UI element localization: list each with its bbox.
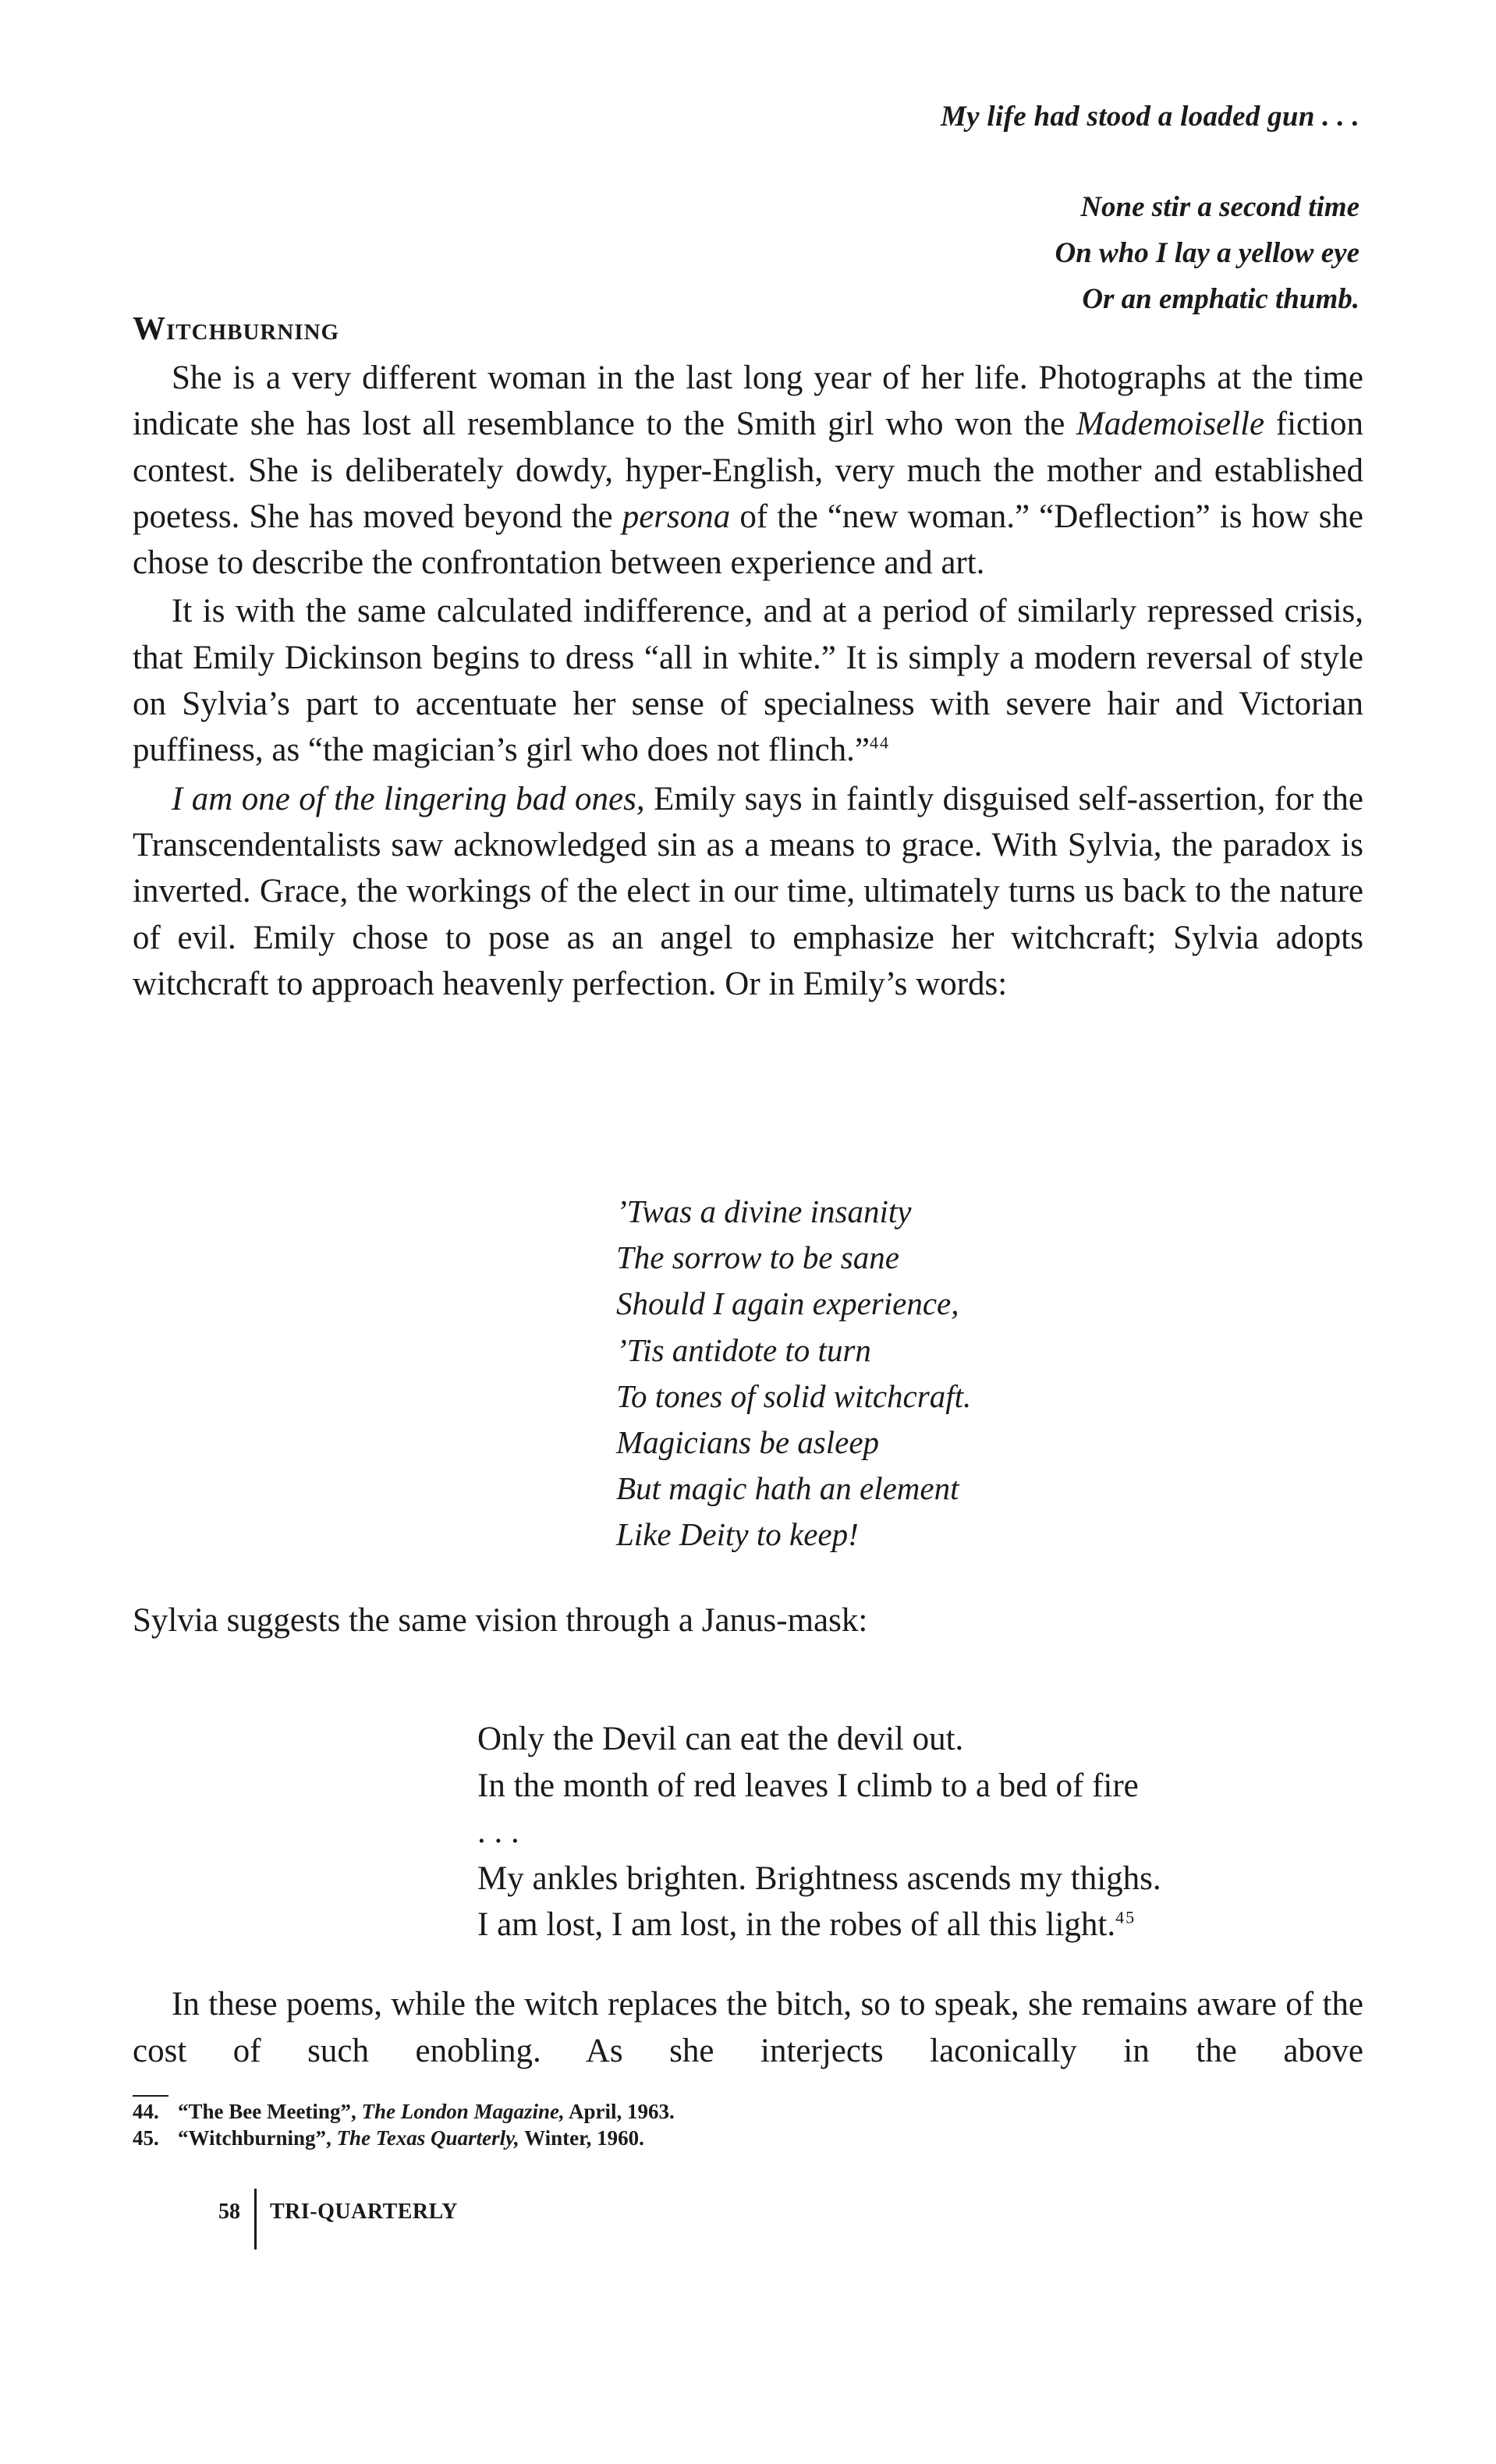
verse-line: Like Deity to keep! bbox=[616, 1516, 859, 1553]
verse-line: ’Twas a divine insanity bbox=[616, 1193, 912, 1229]
paragraph-1 bbox=[133, 355, 1363, 586]
verse-line-last bbox=[477, 1902, 1161, 1948]
verse-line: Only the Devil can eat the devil out. bbox=[477, 1721, 964, 1757]
paragraph-3-text: Emily says in faintly disguised self-assertion, for the Transcendentalists saw acknowledged sin as a means to grace. With Sylvia, the paradox is inverted. Grace, the workings of the elect in our time, ultimately turns us back to the nature of evil. Emily chose to pose as an angel to emphasize her witchcraft; Sylvia adopts witchcraft to approach heavenly perfection. Or in Emily’s words: bbox=[133, 780, 1364, 1002]
verse-line-text: I am lost, I am lost, in the robes of all this light. bbox=[477, 1906, 1116, 1943]
section-title: Witchburning bbox=[133, 311, 340, 347]
verse-line: Should I again experience, bbox=[616, 1285, 959, 1322]
verse-line: Magicians be asleep bbox=[616, 1424, 880, 1461]
final-paragraph-text bbox=[133, 1981, 1363, 2074]
footnote-title: “Witchburning”, bbox=[178, 2126, 331, 2150]
verse-line: In the month of red leaves I climb to a bed of fire bbox=[477, 1767, 1139, 1804]
verse-line: To tones of solid witchcraft. bbox=[616, 1377, 972, 1414]
footer-divider bbox=[254, 2189, 257, 2250]
running-head: My life had stood a loaded gun . . . bbox=[940, 101, 1360, 133]
epigraph-line: Or an emphatic thumb. bbox=[1082, 283, 1360, 315]
final-line-1: In these poems, while the witch replaces the bitch, so to speak, she remains bbox=[172, 1986, 1188, 2023]
verse-lead-line: Sylvia suggests the same vision through a Janus-mask: bbox=[133, 1602, 868, 1639]
epigraph-line: On who I lay a yellow eye bbox=[1055, 237, 1360, 269]
paragraph-3-italic-quote: I am one of the lingering bad ones, bbox=[172, 780, 645, 817]
journal-name: TRI-QUARTERLY bbox=[270, 2200, 458, 2224]
epigraph bbox=[1055, 184, 1360, 322]
final-line-2: aware of the cost of such enobling. As she interjects laconically in the above bbox=[133, 1986, 1364, 2069]
footnote-date: April, 1963. bbox=[569, 2100, 675, 2123]
footnote-title: “The Bee Meeting”, bbox=[178, 2100, 356, 2123]
footnote-source: The London Magazine, bbox=[361, 2100, 565, 2123]
footnote-number: 45. bbox=[133, 2126, 159, 2150]
dickinson-verse bbox=[616, 1189, 971, 1558]
epigraph-line: None stir a second time bbox=[1080, 191, 1360, 223]
final-paragraph bbox=[133, 1981, 1363, 2074]
paragraph-1-text-c: of the “new woman.” “Deflection” is how she chose to describe the confrontation between experience and art. bbox=[133, 498, 1364, 582]
plath-verse bbox=[477, 1716, 1161, 1948]
verse-line: ’Tis antidote to turn bbox=[616, 1331, 871, 1368]
footnote-source: The Texas Quarterly, bbox=[336, 2126, 519, 2150]
paragraph-1-text-a: She is a very different woman in the last long year of her life. Photographs at the time indicate she has lost all resemblance to the Smith girl who won the bbox=[133, 360, 1363, 443]
footnote-ref-44[interactable]: 44 bbox=[870, 733, 890, 753]
footnote-number: 44. bbox=[133, 2100, 159, 2123]
paragraph-3 bbox=[133, 776, 1363, 1007]
body-text bbox=[133, 355, 1363, 1007]
page-number: 58 bbox=[218, 2200, 240, 2224]
footnote-ref-45[interactable]: 45 bbox=[1115, 1907, 1136, 1927]
footnote-date: Winter, 1960. bbox=[524, 2126, 644, 2150]
paragraph-1-italic-term: persona bbox=[622, 498, 731, 535]
verse-line: But magic hath an element bbox=[616, 1470, 959, 1507]
paragraph-1-text-b: fiction contest. She is deliberately dowdy, hyper-English, very much the mother and established poetess. She has moved beyond the bbox=[133, 406, 1363, 535]
verse-line: The sorrow to be sane bbox=[616, 1239, 899, 1276]
paragraph-2-text: It is with the same calculated indifference, and at a period of similarly repressed crisis, that Emily Dickinson begins to dress “all in white.” It is simply a modern reversal of style on Sylvia’s part to accentuate her sense of specialness with severe hair and Victorian puffiness, as “the magician’s girl who does not flinch.” bbox=[133, 593, 1363, 769]
footnotes bbox=[133, 2098, 675, 2151]
footnote-divider bbox=[133, 2095, 168, 2097]
footnote-45 bbox=[133, 2125, 675, 2151]
verse-line: My ankles brighten. Brightness ascends my thighs. bbox=[477, 1860, 1161, 1897]
paragraph-2 bbox=[133, 588, 1363, 773]
footnote-44 bbox=[133, 2098, 675, 2125]
verse-ellipsis: . . . bbox=[477, 1813, 519, 1850]
paragraph-1-italic-title: Mademoiselle bbox=[1076, 406, 1265, 443]
